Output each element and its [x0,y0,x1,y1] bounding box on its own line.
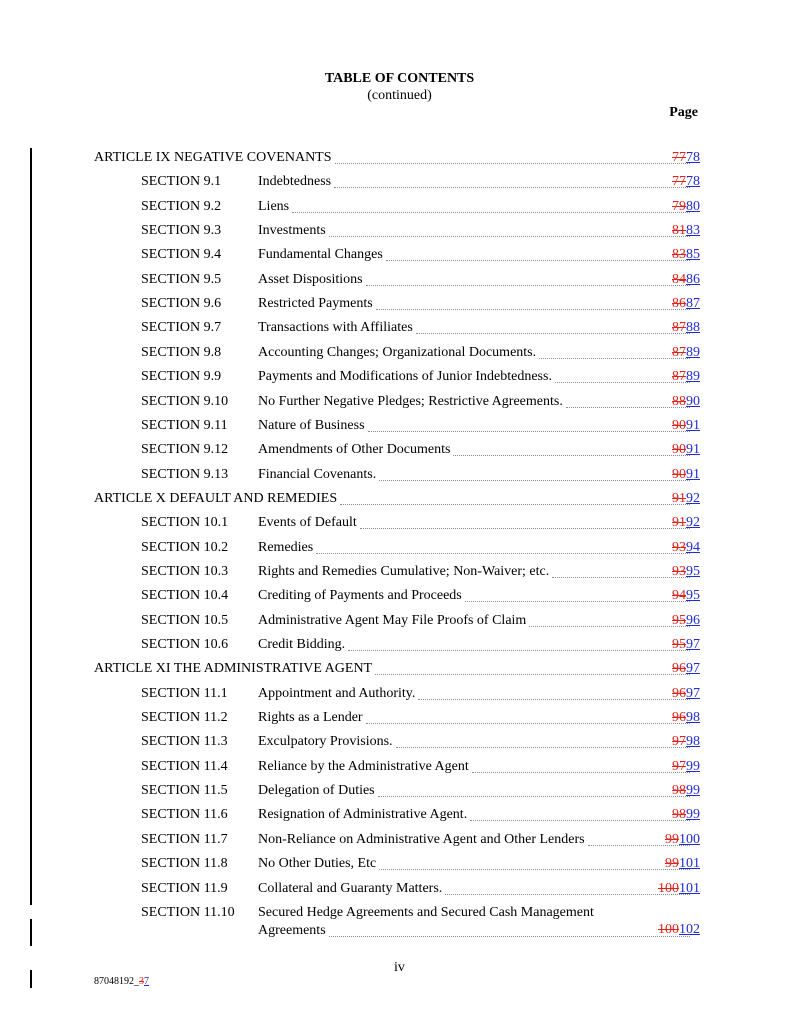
section-number: SECTION 9.5 [141,271,222,287]
page-number-inserted: 86 [686,271,700,287]
page-number-inserted: 99 [686,807,700,823]
section-title: Financial Covenants. [258,466,377,482]
section-number: SECTION 9.9 [141,369,222,385]
section-title: Exculpatory Provisions. [258,734,393,750]
page-number [665,831,700,849]
section-title: Fundamental Changes [258,247,383,263]
page-number-deleted: 99 [665,831,679,847]
page-number-inserted: 97 [686,685,700,701]
section-number: SECTION 10.4 [141,588,229,604]
page-number-deleted: 95 [672,612,686,628]
page-column-header: Page [669,105,698,120]
page-number-inserted: 85 [686,247,700,263]
dot-leader [445,880,690,895]
toc-article-row[interactable] [0,660,799,678]
dot-leader [360,514,690,529]
toc-section-row[interactable] [0,539,799,557]
dot-leader [366,709,690,724]
dot-leader [416,319,690,334]
document-id-inserted: 7 [144,976,149,987]
section-number: SECTION 9.10 [141,393,229,409]
section-number: SECTION 11.7 [141,831,228,847]
dot-leader [292,198,690,213]
page-number [672,660,700,678]
section-title: Resignation of Administrative Agent. [258,807,468,823]
section-title-line [258,709,693,727]
section-title: No Other Duties, Etc [258,856,377,872]
section-title: Non-Reliance on Administrative Agent and Other Lenders [258,831,585,847]
page-number-deleted: 90 [672,466,686,482]
dot-leader [418,685,690,700]
dot-leader [529,612,690,627]
toc-section-row[interactable] [0,806,799,824]
page-number-deleted: 83 [672,247,686,263]
page-number [672,758,700,776]
dot-leader [366,271,690,286]
toc-section-row[interactable] [0,393,799,411]
page-number [672,709,700,727]
section-number: SECTION 10.3 [141,563,229,579]
document-id-prefix: 87048192_ [94,976,139,987]
toc-section-row[interactable] [0,198,799,216]
article-title: ARTICLE X DEFAULT AND REMEDIES [94,490,338,506]
section-number: SECTION 11.10 [141,904,235,920]
page-number [672,246,700,264]
section-number: SECTION 9.2 [141,198,222,214]
page-number [672,587,700,605]
dot-leader [472,758,690,773]
page-number-deleted: 91 [672,490,686,506]
page-number [672,393,700,411]
page-number [672,782,700,800]
toc-section-row[interactable] [0,441,799,459]
dot-leader [375,660,690,675]
page-number [658,921,700,939]
page-number-inserted: 83 [686,223,700,239]
section-title-line [258,758,693,776]
section-title: No Further Negative Pledges; Restrictive Agreements. [258,393,563,409]
page-number-deleted: 96 [672,685,686,701]
section-title: Delegation of Duties [258,783,375,799]
section-title-line [258,222,693,240]
page-number-inserted: 100 [679,831,700,847]
dot-leader [348,636,690,651]
page-number [672,563,700,581]
section-title: Remedies [258,539,314,555]
section-title-line [258,636,693,654]
page-number-inserted: 89 [686,369,700,385]
section-number: SECTION 9.3 [141,223,222,239]
toc-section-row[interactable] [0,855,799,873]
section-title-line [258,466,693,484]
page-number [672,685,700,703]
toc-article-row[interactable] [0,490,799,508]
section-title-line [258,539,693,557]
section-title-line [258,880,693,898]
section-title-line [258,782,693,800]
section-number: SECTION 11.4 [141,758,228,774]
section-title-line [258,441,693,459]
section-title-line [258,295,693,313]
section-title: Liens [258,198,290,214]
page-number [672,636,700,654]
document-id [94,976,149,987]
dot-leader [453,441,690,456]
page-number-deleted: 96 [672,661,686,677]
page-number-inserted: 91 [686,442,700,458]
page-number-deleted: 87 [672,344,686,360]
dot-leader [552,563,690,578]
page-number-deleted: 87 [672,369,686,385]
page-number [672,295,700,313]
section-number: SECTION 11.5 [141,783,228,799]
section-title: Transactions with Affiliates [258,320,413,336]
section-number: SECTION 9.4 [141,247,222,263]
dot-leader [555,368,690,383]
page-number-inserted: 96 [686,612,700,628]
section-title-line [258,393,693,411]
section-title-line [258,173,693,191]
page-number-deleted: 91 [672,515,686,531]
page-number-inserted: 99 [686,783,700,799]
section-number: SECTION 11.2 [141,710,228,726]
toc-section-row[interactable] [0,758,799,776]
toc-section-row[interactable] [0,417,799,435]
section-title-line [258,246,693,264]
section-title: Rights as a Lender [258,710,363,726]
section-title: Appointment and Authority. [258,685,416,701]
section-number: SECTION 11.8 [141,856,228,872]
section-number: SECTION 11.6 [141,807,228,823]
section-title-line [258,806,693,824]
article-title-line [94,660,693,678]
section-number: SECTION 10.1 [141,515,229,531]
page-number-inserted: 88 [686,320,700,336]
page-number-deleted: 97 [672,758,686,774]
section-title: Amendments of Other Documents [258,442,451,458]
page-number-deleted: 100 [658,880,679,896]
section-title-line [258,612,693,630]
toc-section-row[interactable] [0,904,799,940]
section-number: SECTION 10.2 [141,539,229,555]
toc-section-row[interactable] [0,368,799,386]
section-title-line [258,514,693,532]
toc-section-row[interactable] [0,271,799,289]
section-title-line [258,831,693,849]
document-id-deleted: 3 [139,976,144,987]
section-title-line [258,587,693,605]
page-number-inserted: 97 [686,661,700,677]
toc-section-row[interactable] [0,319,799,337]
page-number-inserted: 99 [686,758,700,774]
page-number [672,417,700,435]
section-number: SECTION 10.6 [141,637,229,652]
page-number-deleted: 100 [658,921,679,937]
section-title: Asset Dispositions [258,271,363,287]
page-number-deleted: 84 [672,271,686,287]
section-title: Agreements [258,922,326,938]
page-number-deleted: 87 [672,320,686,336]
section-title-line-2 [258,922,693,940]
page-number-inserted: 98 [686,734,700,750]
toc-section-row[interactable] [0,612,799,630]
section-number: SECTION 11.3 [141,734,228,750]
page-number [672,441,700,459]
section-title: Investments [258,223,326,239]
section-number: SECTION 11.1 [141,685,228,701]
page-number-deleted: 79 [672,198,686,214]
page-number-inserted: 92 [686,515,700,531]
footer-page-number: iv [394,960,405,975]
page-number-deleted: 95 [672,637,686,652]
dot-leader [386,246,690,261]
section-title-line [258,271,693,289]
page-number [672,319,700,337]
dot-leader [340,490,690,505]
toc-section-row[interactable] [0,709,799,727]
section-number: SECTION 9.12 [141,442,229,458]
page-number-inserted: 95 [686,588,700,604]
section-title-line [258,344,693,362]
page-number-deleted: 97 [672,734,686,750]
page-number [672,222,700,240]
toc-section-row[interactable] [0,636,799,654]
page-number-deleted: 88 [672,393,686,409]
page-number [672,612,700,630]
dot-leader [329,922,690,937]
toc-article-row[interactable] [0,149,799,167]
page-number-inserted: 94 [686,539,700,555]
page-number-inserted: 80 [686,198,700,214]
section-title: Nature of Business [258,417,365,433]
dot-leader [379,855,690,870]
section-number: SECTION 9.8 [141,344,222,360]
page-number-inserted: 101 [679,856,700,872]
page-number-deleted: 86 [672,296,686,312]
page-number-deleted: 81 [672,223,686,239]
page-number [672,198,700,216]
page-number [665,855,700,873]
page-number-deleted: 98 [672,807,686,823]
page-number-deleted: 90 [672,417,686,433]
section-title-line [258,319,693,337]
page-number-deleted: 93 [672,539,686,555]
page-number [672,271,700,289]
toc-title: TABLE OF CONTENTS [324,71,475,86]
page-number-deleted: 96 [672,710,686,726]
page-number-inserted: 95 [686,563,700,579]
section-title: Collateral and Guaranty Matters. [258,880,443,896]
page-number-deleted: 90 [672,442,686,458]
dot-leader [335,149,690,164]
article-title: ARTICLE IX NEGATIVE COVENANTS [94,150,332,165]
page-number-deleted: 94 [672,588,686,604]
section-title: Credit Bidding. [258,637,346,652]
page-number-inserted: 91 [686,466,700,482]
article-title-line [94,149,693,167]
toc-section-row[interactable] [0,514,799,532]
toc-subtitle: (continued) [367,88,432,103]
dot-leader [465,587,690,602]
section-title-line [258,563,693,581]
section-number: SECTION 11.9 [141,880,228,896]
page-number [672,368,700,386]
toc-section-row[interactable] [0,782,799,800]
article-title-line [94,490,693,508]
section-title-line [258,368,693,386]
section-title: Indebtedness [258,174,332,190]
section-title: Reliance by the Administrative Agent [258,758,469,774]
toc-section-row[interactable] [0,563,799,581]
dot-leader [539,344,690,359]
section-title: Restricted Payments [258,296,373,312]
page-number-inserted: 89 [686,344,700,360]
page-number-inserted: 78 [686,150,700,165]
section-number: SECTION 10.5 [141,612,229,628]
dot-leader [378,782,690,797]
page-number-deleted: 77 [672,174,686,190]
section-number: SECTION 9.7 [141,320,222,336]
page-number-deleted: 98 [672,783,686,799]
section-title-line-1: Secured Hedge Agreements and Secured Cash Management [258,904,594,920]
section-title: Payments and Modifications of Junior Indebtedness. [258,369,552,385]
page-number [672,539,700,557]
toc-section-row[interactable] [0,246,799,264]
section-title-line [258,904,693,940]
section-number: SECTION 9.11 [141,417,228,433]
dot-leader [334,173,690,188]
dot-leader [368,417,690,432]
section-title-line [258,417,693,435]
dot-leader [379,466,690,481]
section-title-line [258,733,693,751]
page-number-inserted: 92 [686,490,700,506]
page-number [672,466,700,484]
section-title: Accounting Changes; Organizational Documents. [258,344,537,360]
section-title-line [258,198,693,216]
section-number: SECTION 9.6 [141,296,222,312]
section-title: Events of Default [258,515,357,531]
section-number: SECTION 9.13 [141,466,229,482]
page-number-deleted: 99 [665,856,679,872]
page-number-deleted: 77 [672,150,686,165]
page-number-inserted: 102 [679,921,700,937]
section-title: Rights and Remedies Cumulative; Non-Waiver; etc. [258,563,550,579]
page-number-inserted: 101 [679,880,700,896]
section-title: Administrative Agent May File Proofs of Claim [258,612,527,628]
toc-section-row[interactable] [0,295,799,313]
page-number-inserted: 91 [686,417,700,433]
page-number-deleted: 93 [672,563,686,579]
toc-section-row[interactable] [0,222,799,240]
toc-section-row[interactable] [0,733,799,751]
toc-section-row[interactable] [0,587,799,605]
dot-leader [470,806,690,821]
toc-section-row[interactable] [0,466,799,484]
dot-leader [396,733,690,748]
section-title-line [258,855,693,873]
toc-section-row[interactable] [0,831,799,849]
article-title: ARTICLE XI THE ADMINISTRATIVE AGENT [94,661,373,677]
toc-section-row[interactable] [0,685,799,703]
dot-leader [376,295,690,310]
toc-section-row[interactable] [0,173,799,191]
page-number-inserted: 78 [686,174,700,190]
page-number-inserted: 98 [686,710,700,726]
page-number-inserted: 97 [686,637,700,652]
section-title: Crediting of Payments and Proceeds [258,588,462,604]
page-number [658,880,700,898]
page-number [672,514,700,532]
toc-section-row[interactable] [0,880,799,898]
dot-leader [316,539,690,554]
dot-leader [329,222,690,237]
page-number-inserted: 87 [686,296,700,312]
page-number [672,344,700,362]
page-number-inserted: 90 [686,393,700,409]
toc-section-row[interactable] [0,344,799,362]
section-number: SECTION 9.1 [141,174,222,190]
page-number [672,733,700,751]
section-title-line [258,685,693,703]
page-number [672,149,700,167]
page-number [672,806,700,824]
page-number [672,173,700,191]
page-number [672,490,700,508]
